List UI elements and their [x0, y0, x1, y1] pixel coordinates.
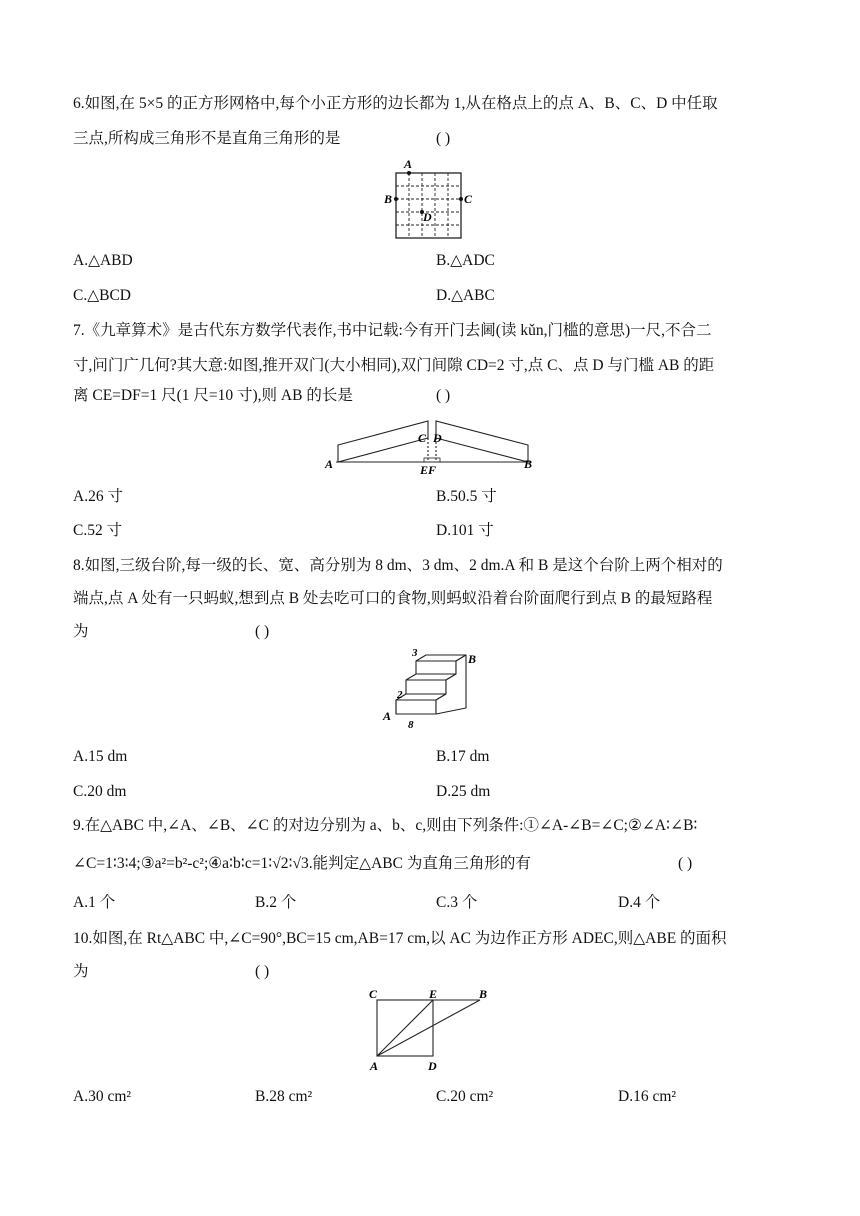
- q6-grid-figure: [382, 158, 478, 242]
- q10-option-a[interactable]: A.30 cm²: [73, 1088, 132, 1105]
- q9-text-line2: ∠C=1∶3∶4;③a²=b²-c²;④a∶b∶c=1∶√2∶√3.能判定△ABC 为直角三角形的有: [73, 855, 531, 872]
- q7-text-line2: 寸,问门广几何?其大意:如图,推开双门(大小相同),双门间隙 CD=2 寸,点 C、点 D 与门槛 AB 的距: [73, 357, 715, 374]
- q7-option-c[interactable]: C.52 寸: [73, 522, 123, 539]
- q9-text-line1: 9.在△ABC 中,∠A、∠B、∠C 的对边分别为 a、b、c,则由下列条件:①∠A-∠B=∠C;②∠A∶∠B∶: [73, 817, 698, 834]
- q10-text-line2: 为: [73, 963, 89, 980]
- q7-text-line3: 离 CE=DF=1 尺(1 尺=10 寸),则 AB 的长是: [73, 387, 353, 404]
- q10-label-c: C: [369, 987, 378, 1001]
- q10-label-d: D: [428, 1059, 437, 1073]
- q6-option-d[interactable]: D.△ABC: [436, 287, 495, 304]
- q6-option-a[interactable]: A.△ABD: [73, 252, 133, 269]
- q8-label-height: 2: [397, 689, 403, 701]
- q8-answer-blank: ( ): [255, 623, 270, 640]
- q10-label-b: B: [479, 987, 488, 1001]
- q10-text-line1: 10.如图,在 Rt△ABC 中,∠C=90°,BC=15 cm,AB=17 cm,以 AC 为边作正方形 ADEC,则△ABE 的面积: [73, 930, 727, 947]
- q10-option-b[interactable]: B.28 cm²: [255, 1088, 313, 1105]
- q9-option-c[interactable]: C.3 个: [436, 894, 478, 911]
- q10-label-a: A: [370, 1059, 379, 1073]
- q8-option-c[interactable]: C.20 dm: [73, 783, 127, 800]
- q9-option-d[interactable]: D.4 个: [618, 894, 661, 911]
- q6-text-line1: 6.如图,在 5×5 的正方形网格中,每个小正方形的边长都为 1,从在格点上的点 A、B、C、D 中任取: [73, 95, 718, 112]
- q6-option-b[interactable]: B.△ADC: [436, 252, 495, 269]
- q8-option-d[interactable]: D.25 dm: [436, 783, 491, 800]
- q8-text-line1: 8.如图,三级台阶,每一级的长、宽、高分别为 8 dm、3 dm、2 dm.A 和 B 是这个台阶上两个相对的: [73, 557, 723, 574]
- q8-label-length: 8: [408, 719, 414, 731]
- q9-answer-blank: ( ): [678, 855, 693, 872]
- q8-label-width: 3: [412, 647, 418, 659]
- q6-text-line2: 三点,所构成三角形不是直角三角形的是: [73, 130, 341, 147]
- q7-label-a: A: [325, 457, 334, 471]
- q8-option-a[interactable]: A.15 dm: [73, 748, 128, 765]
- q8-text-line3: 为: [73, 623, 89, 640]
- q6-label-d: D: [423, 210, 432, 224]
- q7-text-line1: 7.《九章算术》是古代东方数学代表作,书中记载:今有开门去阃(读 kǔn,门槛的意思)一尺,不合二: [73, 322, 712, 339]
- q6-option-c[interactable]: C.△BCD: [73, 287, 132, 304]
- q10-triangle-figure: [366, 988, 496, 1074]
- q7-option-b[interactable]: B.50.5 寸: [436, 488, 497, 505]
- q8-stairs-figure: [380, 647, 510, 734]
- q8-label-b: B: [468, 652, 477, 666]
- q7-option-a[interactable]: A.26 寸: [73, 488, 123, 505]
- q7-label-b: B: [524, 457, 533, 471]
- q7-option-d[interactable]: D.101 寸: [436, 522, 494, 539]
- q7-label-c: C: [418, 431, 427, 445]
- q8-option-b[interactable]: B.17 dm: [436, 748, 490, 765]
- q10-option-c[interactable]: C.20 cm²: [436, 1088, 494, 1105]
- q7-door-figure: [322, 412, 544, 478]
- q7-label-d: D: [433, 431, 442, 445]
- q6-label-b: B: [384, 192, 393, 206]
- q9-option-b[interactable]: B.2 个: [255, 894, 297, 911]
- q9-option-a[interactable]: A.1 个: [73, 894, 116, 911]
- q7-answer-blank: ( ): [436, 387, 451, 404]
- q8-label-a: A: [383, 709, 392, 723]
- q6-answer-blank: ( ): [436, 130, 451, 147]
- q10-label-e: E: [429, 987, 438, 1001]
- q10-option-d[interactable]: D.16 cm²: [618, 1088, 677, 1105]
- q6-label-c: C: [464, 192, 473, 206]
- q8-text-line2: 端点,点 A 处有一只蚂蚁,想到点 B 处去吃可口的食物,则蚂蚁沿着台阶面爬行到点 B 的最短路程: [73, 590, 713, 607]
- q6-label-a: A: [404, 157, 413, 171]
- q7-label-ef: EF: [420, 463, 437, 477]
- q10-answer-blank: ( ): [255, 963, 270, 980]
